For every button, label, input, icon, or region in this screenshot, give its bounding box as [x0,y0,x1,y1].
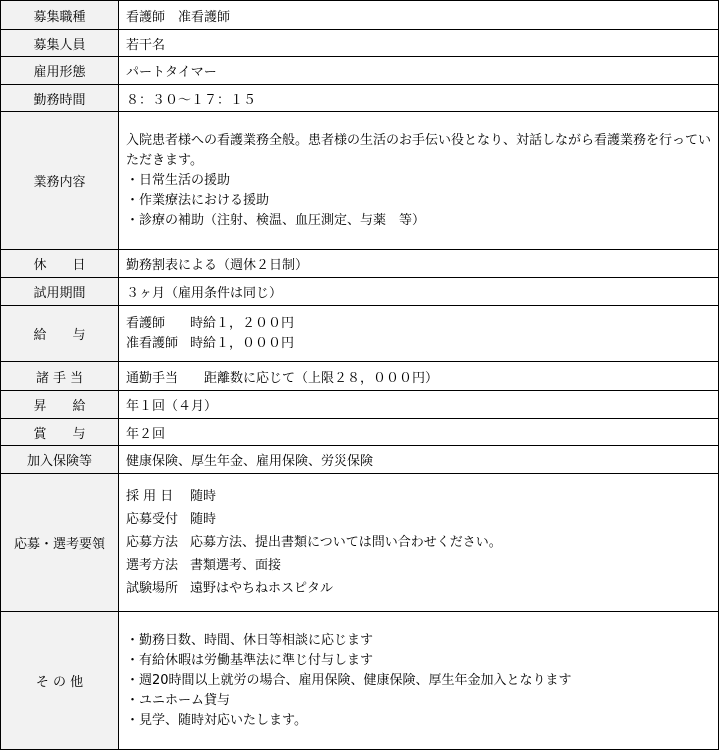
label-job-duties: 業務内容 [1,112,119,250]
duties-bullet: ・日常生活の援助 [126,172,231,188]
label-holidays: 休 日 [1,250,119,278]
value-insurance: 健康保険、厚生年金、雇用保険、労災保険 [119,446,719,474]
salary-role: 准看護師 [126,335,179,351]
application-item [126,485,502,508]
row-other [1,612,719,750]
value-other [119,612,719,750]
label-employment-type: 雇用形態 [1,57,119,85]
label-salary: 給 与 [1,306,119,362]
other-bullet: ・週20時間以上就労の場合、雇用保険、健康保険、厚生年金加入となります [126,672,572,688]
value-employment-type: パートタイマー [119,57,719,85]
application-item [126,531,502,554]
application-key: 採 用 日 [126,489,174,504]
row-job-type [1,1,719,30]
salary-rate: 時給１，０００円 [190,335,295,351]
label-other: そ の 他 [1,612,119,750]
application-value: 遠野はやちねホスピタル [190,581,334,596]
application-item [126,554,502,577]
label-job-type: 募集職種 [1,1,119,30]
other-bullet: ・見学、随時対応いたします。 [126,712,307,728]
application-value: 書類選考、面接 [190,558,282,573]
salary-item [126,314,294,334]
row-salary [1,306,719,362]
row-allowances [1,362,719,391]
other-bullet: ・勤務日数、時間、休日等相談に応じます [126,632,374,648]
value-application [119,474,719,612]
row-openings [1,30,719,57]
label-trial-period: 試用期間 [1,278,119,306]
other-bullet: ・有給休暇は労働基準法に準じ付与します [126,652,374,668]
salary-item [126,334,294,354]
salary-list [126,314,294,354]
label-openings: 募集人員 [1,30,119,57]
label-insurance: 加入保険等 [1,446,119,474]
other-bullet: ・ユニホーム貸与 [126,692,231,708]
label-working-hours: 勤務時間 [1,85,119,112]
duties-bullet: ・診療の補助（注射、検温、血圧測定、与薬 等） [126,212,426,228]
label-bonus: 賞 与 [1,419,119,446]
value-openings: 若干名 [119,30,719,57]
label-application: 応募・選考要領 [1,474,119,612]
row-job-duties [1,112,719,250]
row-working-hours [1,85,719,112]
value-bonus: 年２回 [119,419,719,446]
salary-rate: 時給１，２００円 [190,315,295,331]
row-bonus [1,419,719,446]
value-job-duties [119,112,719,250]
application-item [126,577,502,600]
value-job-type: 看護師 准看護師 [119,1,719,30]
value-allowances: 通勤手当 距離数に応じて（上限２８，０００円） [119,362,719,391]
application-item [126,508,502,531]
value-trial-period: ３ヶ月（雇用条件は同じ） [119,278,719,306]
value-holidays: 勤務割表による（週休２日制） [119,250,719,278]
duties-intro: 入院患者様への看護業務全般。患者様の生活のお手伝い役となり、対話しながら看護業務を行っていただきます。 [126,132,712,168]
row-holidays [1,250,719,278]
application-key: 試験場所 [126,581,179,596]
row-trial-period [1,278,719,306]
row-employment-type [1,57,719,85]
label-raise: 昇 給 [1,391,119,419]
value-working-hours: ８：３０～１７：１５ [119,85,719,112]
application-key: 選考方法 [126,558,179,573]
duties-bullet: ・作業療法における援助 [126,192,270,208]
application-key: 応募方法 [126,535,179,550]
row-raise [1,391,719,419]
application-list [126,485,502,600]
application-value: 随時 [190,512,217,527]
application-key: 応募受付 [126,512,179,527]
value-salary [119,306,719,362]
application-value: 応募方法、提出書類については問い合わせください。 [190,535,502,550]
row-insurance [1,446,719,474]
row-application [1,474,719,612]
application-value: 随時 [190,489,217,504]
label-allowances: 諸 手 当 [1,362,119,391]
value-raise: 年１回（４月） [119,391,719,419]
salary-role: 看護師 [126,315,166,331]
